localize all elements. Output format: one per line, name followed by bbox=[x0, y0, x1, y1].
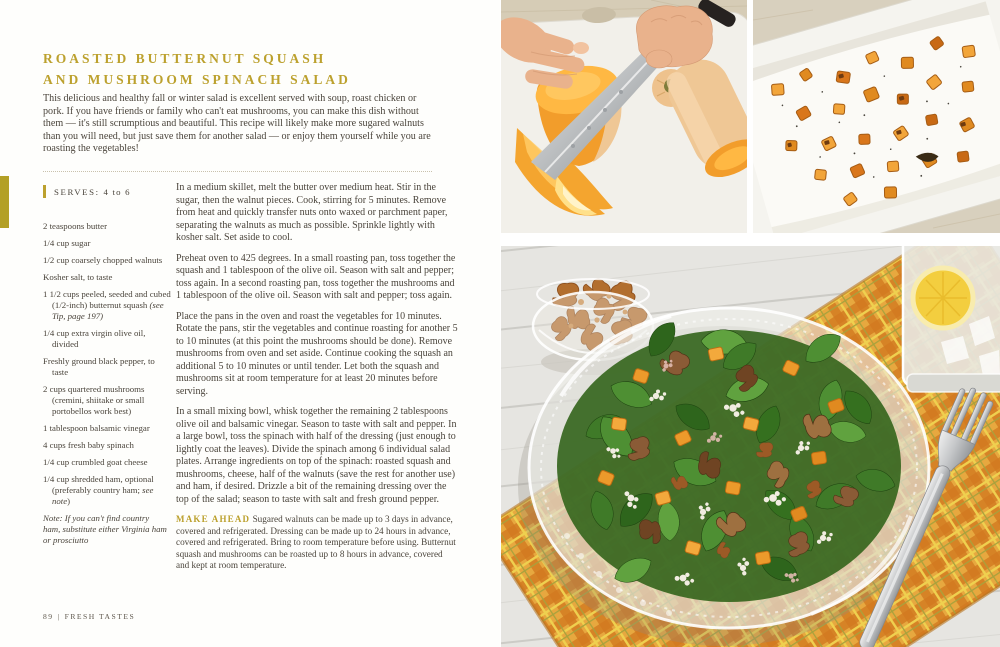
ingredient-item: 1 1/2 cups peeled, seeded and cubed (1/2-inch) butternut squash (see Tip, page 197) bbox=[43, 289, 171, 321]
ingredient-note: Note: If you can't find country ham, substitute either Virginia ham or prosciutto bbox=[43, 513, 167, 545]
make-ahead-label: MAKE AHEAD bbox=[176, 514, 251, 524]
method-column bbox=[176, 182, 458, 572]
method-paragraph: In a small mixing bowl, whisk together the remaining 2 tablespoons olive oil and balsamic vinegar. Season to taste with salt and pepper. In a large bowl, toss the spinach with half of the dressing (just enough to lightly coat the leaves). Divide the spinach among 6 individual salad plates. Arrange ingredients on top of the spinach: roasted squash and mushrooms, cheese, half of the walnuts (save the rest for another use) and ham, if desired. Drizzle a bit of the remaining dressing over the top of the salad; season to taste with salt and fresh ground pepper. bbox=[176, 406, 457, 505]
photo-spinach-salad-plate bbox=[501, 246, 1000, 647]
section-divider bbox=[43, 171, 432, 172]
footer-divider: | bbox=[57, 612, 61, 621]
recipe-title bbox=[43, 48, 463, 90]
serves-line bbox=[43, 185, 131, 198]
ingredient-item: Kosher salt, to taste bbox=[43, 272, 113, 282]
ingredient-item: 2 cups quartered mushrooms (cremini, shiitake or small portobellos work best) bbox=[43, 384, 145, 416]
ingredient-item: 2 teaspoons butter bbox=[43, 221, 108, 231]
page-number: 89 bbox=[43, 612, 54, 621]
recipe-title-line1: ROASTED BUTTERNUT SQUASH bbox=[43, 51, 327, 66]
photo-cutting-butternut-squash bbox=[501, 0, 747, 233]
page-edge-tab bbox=[0, 176, 9, 228]
page-footer bbox=[43, 612, 139, 621]
serves-label: SERVES: bbox=[54, 186, 100, 197]
intro-paragraph: This delicious and healthy fall or winter salad is excellent served with soup, roast chicken or pork. If you have friends or family who can't eat mushrooms, you can make this dish without them — it's still scrumptious and beautiful. This recipe will likely make more sugared walnuts than you will need, but just save them for another salad — or enjoy them yourself while you are roasting the vegetables! bbox=[43, 93, 431, 155]
serves-accent-bar-icon bbox=[43, 185, 46, 198]
ingredient-item: 1/4 cup sugar bbox=[43, 238, 91, 248]
make-ahead-note bbox=[176, 514, 458, 572]
method-paragraph: Preheat oven to 425 degrees. In a small roasting pan, toss together the squash and 1 tablespoon of the olive oil. Season with salt and pepper; toss again. In a second roasting pan, toss together the mushrooms and 1 tablespoon of the olive oil. Season with salt and pepper; toss again. bbox=[176, 252, 456, 301]
ingredient-item: 1/2 cup coarsely chopped walnuts bbox=[43, 255, 163, 265]
method-paragraph: In a medium skillet, melt the butter over medium heat. Stir in the sugar, then the walnut pieces. Cook, stirring for 5 minutes. Remove from heat and quickly transfer nuts onto waxed or parchment paper, separating the walnuts as much as possible. Sprinkle lightly with kosher salt. Set aside to cool. bbox=[176, 182, 448, 243]
method-paragraph: Place the pans in the oven and roast the vegetables for 10 minutes. Rotate the pans, stir the vegetables and continue roasting for another 5 to 10 minutes (at this point the mushrooms should be done). Remove mushrooms from oven and set aside. Continue cooking the squash an additional 5 to 10 minutes or until tender. Let both the squash and mushrooms sit at room temperature for at least 20 minutes before serving. bbox=[176, 310, 458, 397]
make-ahead-text: Sugared walnuts can be made up to 3 days in advance, covered and refrigerated. Dressing can be made up to 24 hours in advance, covered and refrigerated. Bring to room temperature before using. Butternut squash and mushrooms can be roasted up to 8 hours in advance, covered and kept at room temperature. bbox=[176, 514, 456, 571]
serves-value: 4 to 6 bbox=[103, 186, 131, 197]
ingredient-item: 1/4 cup shredded ham, optional (preferably country ham; see note) bbox=[43, 474, 154, 506]
ingredient-item: Freshly ground black pepper, to taste bbox=[43, 356, 155, 377]
ingredient-item: 1/4 cup extra virgin olive oil, divided bbox=[43, 328, 146, 349]
recipe-title-line2: AND MUSHROOM SPINACH SALAD bbox=[43, 72, 351, 87]
serves-text bbox=[54, 187, 131, 197]
ingredient-list bbox=[43, 221, 171, 546]
ingredient-item: 4 cups fresh baby spinach bbox=[43, 440, 134, 450]
ingredient-item: 1 tablespoon balsamic vinegar bbox=[43, 423, 150, 433]
ingredient-item: 1/4 cup crumbled goat cheese bbox=[43, 457, 148, 467]
photo-roasted-squash-tray bbox=[753, 0, 1000, 233]
footer-section: FRESH TASTES bbox=[64, 612, 136, 621]
